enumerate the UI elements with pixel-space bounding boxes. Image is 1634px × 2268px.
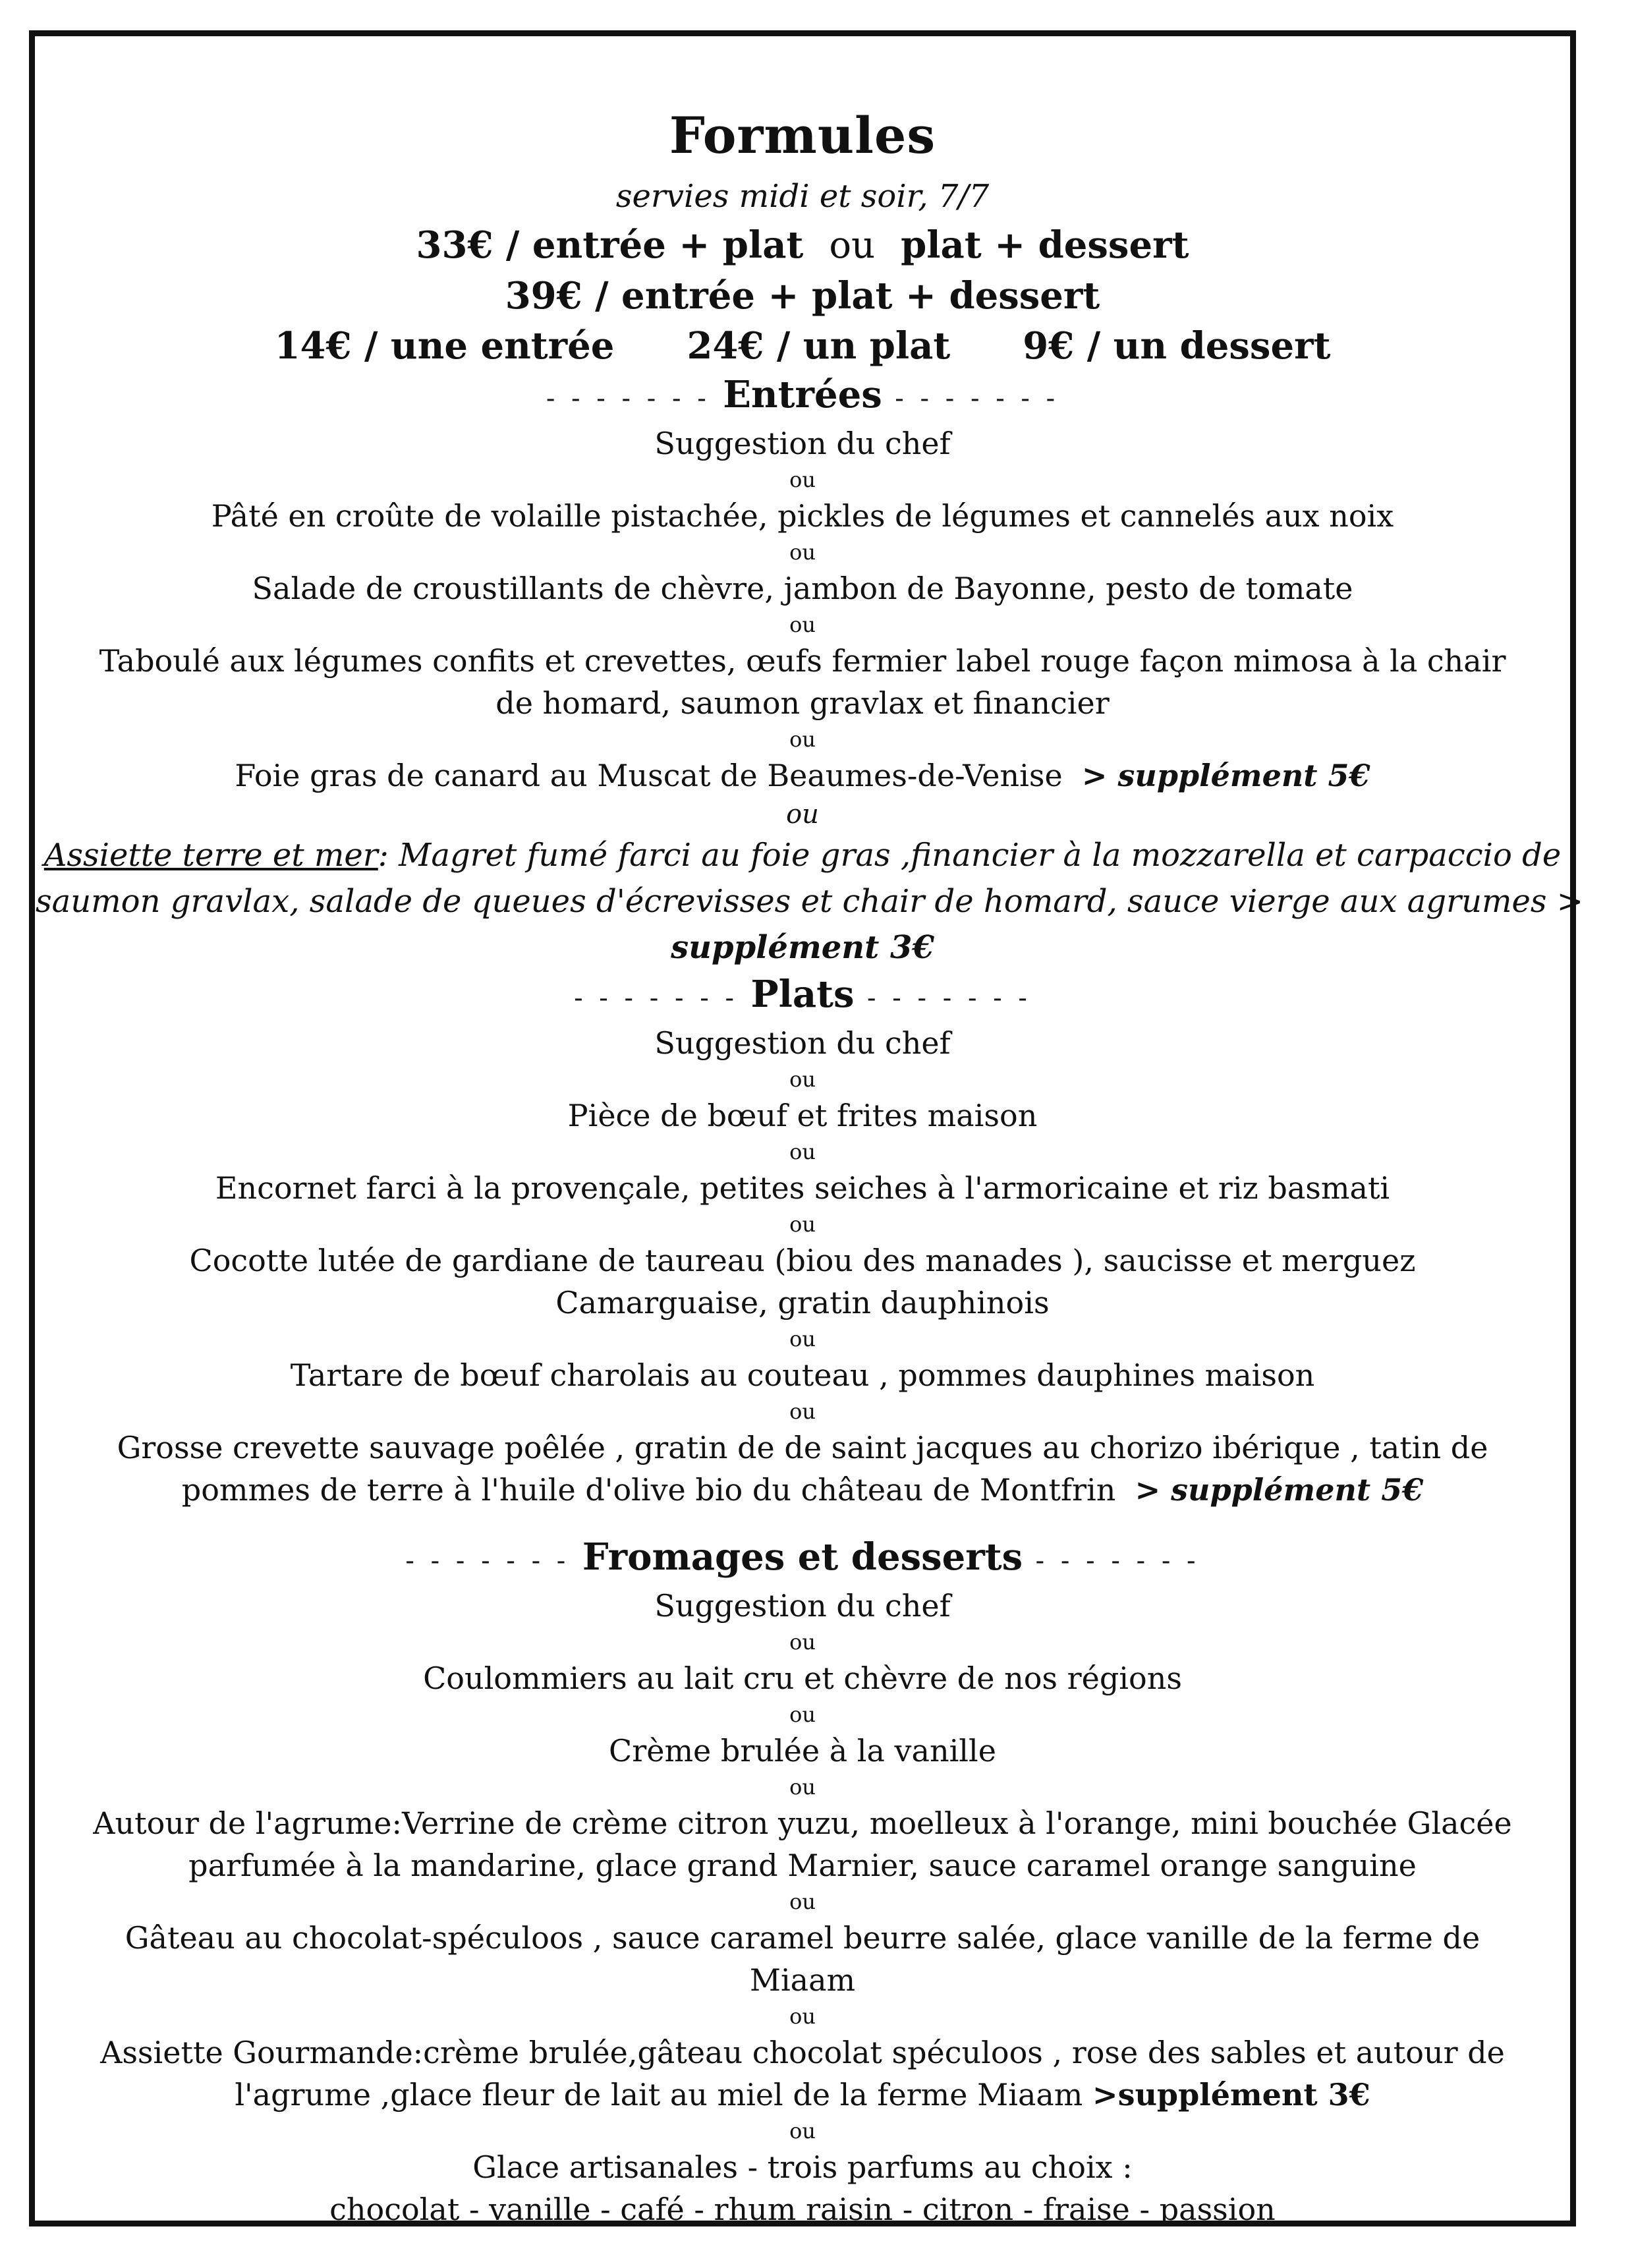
page-title: Formules [669,106,936,165]
section-header-desserts [36,1533,1569,1585]
divider: - - - - - - - [1035,1546,1200,1576]
menu-item: Salade de croustillants de chèvre, jambon de Bayonne, pesto de tomate [252,571,1353,606]
price-entree-plat: 33€ / entrée + plat [416,223,804,267]
supplement-badge: > supplément 5€ [1135,1472,1424,1508]
price-line-3 [36,321,1569,371]
menu-item: Cocotte lutée de gardiane de taureau (biou des manades ), saucisse et merguez [189,1243,1416,1278]
section-title-plats: Plats [750,973,855,1016]
menu-item-continued: Camarguaise, gratin dauphinois [555,1285,1050,1320]
price-entree: 14€ / une entrée [274,324,615,368]
or-separator: ou [789,1630,816,1655]
menu-item-continued: saumon gravlax, salade de queues d'écrevisses et chair de homard, sauce vierge aux agrumes > [36,883,1584,920]
menu-item-text: pommes de terre à l'huile d'olive bio du château de Montfrin [181,1472,1116,1508]
or-separator: ou [789,612,816,637]
price-or: ou [829,224,876,267]
menu-item-continued: de homard, saumon gravlax et financier [495,685,1110,721]
menu-item-name: Assiette terre et mer [43,837,378,874]
menu-item-text: Foie gras de canard au Muscat de Beaumes-de-Venise [235,758,1063,793]
or-separator: ou [789,2004,816,2029]
or-separator: ou [789,467,816,492]
menu-item: Glace artisanales - trois parfums au choix : [472,2149,1133,2185]
supplement-badge: >supplément 3€ [1092,2077,1370,2112]
menu-item-continued [36,2074,1569,2116]
menu-item-continued [36,1469,1569,1511]
menu-item: Encornet farci à la provençale, petites seiches à l'armoricaine et riz basmati [215,1170,1390,1206]
menu-item [36,754,1569,797]
price-plat-dessert: plat + dessert [901,223,1189,267]
divider: - - - - - - - [867,983,1031,1013]
menu-item-text: : Magret fumé farci au foie gras ,financier à la mozzarella et carpaccio de [378,837,1562,874]
or-separator: ou [789,1139,816,1164]
supplement-badge: > supplément 5€ [1081,758,1370,793]
menu-item: Grosse crevette sauvage poêlée , gratin de de saint jacques au chorizo ibérique , tatin de [117,1430,1488,1465]
or-separator: ou [789,1212,816,1237]
or-separator: ou [789,1702,816,1727]
or-separator: ou [789,540,816,565]
menu-item-continued: chocolat - vanille - café - rhum raisin - citron - fraise - passion [329,2192,1276,2227]
price-line-2: 39€ / entrée + plat + dessert [505,274,1100,318]
menu-item: Suggestion du chef [654,426,951,461]
section-title-desserts: Fromages et desserts [582,1535,1023,1579]
menu-item [36,832,1569,878]
menu-item-continued: Miaam [749,1962,856,1998]
price-line-1 [36,220,1569,271]
or-separator: ou [789,1399,816,1424]
menu-item: Crème brulée à la vanille [609,1733,996,1769]
page-subtitle: servies midi et soir, 7/7 [615,178,990,215]
menu-item: Taboulé aux légumes confits et crevettes, œufs fermier label rouge façon mimosa à la chair [99,643,1506,679]
section-title-entrees: Entrées [723,373,882,416]
menu-item: Suggestion du chef [654,1588,951,1624]
menu-item: Pièce de bœuf et frites maison [567,1098,1038,1133]
menu-content [36,99,1584,2230]
menu-item-text: l'agrume ,glace fleur de lait au miel de la ferme Miaam [235,2077,1083,2112]
menu-item-continued: parfumée à la mandarine, glace grand Marnier, sauce caramel orange sanguine [188,1848,1417,1883]
menu-item: Autour de l'agrume:Verrine de crème citron yuzu, moelleux à l'orange, mini bouchée Glacée [93,1805,1512,1841]
divider: - - - - - - - [546,383,710,414]
or-separator: ou [789,1326,816,1351]
or-separator: ou [786,799,819,830]
menu-item: Tartare de bœuf charolais au couteau , pommes dauphines maison [290,1357,1315,1393]
menu-item: Assiette Gourmande:crème brulée,gâteau chocolat spéculoos , rose des sables et autour de [100,2035,1505,2070]
or-separator: ou [789,1774,816,1800]
supplement-badge: supplément 3€ [671,929,934,966]
divider: - - - - - - - [574,983,738,1013]
or-separator: ou [789,1889,816,1914]
menu-item: Coulommiers au lait cru et chèvre de nos régions [423,1660,1182,1696]
price-dessert: 9€ / un dessert [1023,324,1331,368]
price-plat: 24€ / un plat [687,324,951,368]
menu-item: Pâté en croûte de volaille pistachée, pickles de légumes et cannelés aux noix [211,498,1394,534]
menu-item: Gâteau au chocolat-spéculoos , sauce caramel beurre salée, glace vanille de la ferme de [125,1920,1480,1956]
divider: - - - - - - - [405,1546,570,1576]
or-separator: ou [789,2118,816,2143]
or-separator: ou [789,1067,816,1092]
section-header-plats [36,971,1569,1022]
divider: - - - - - - - [895,383,1059,414]
section-header-entrees [36,371,1569,422]
or-separator: ou [789,727,816,752]
menu-item: Suggestion du chef [654,1025,951,1061]
